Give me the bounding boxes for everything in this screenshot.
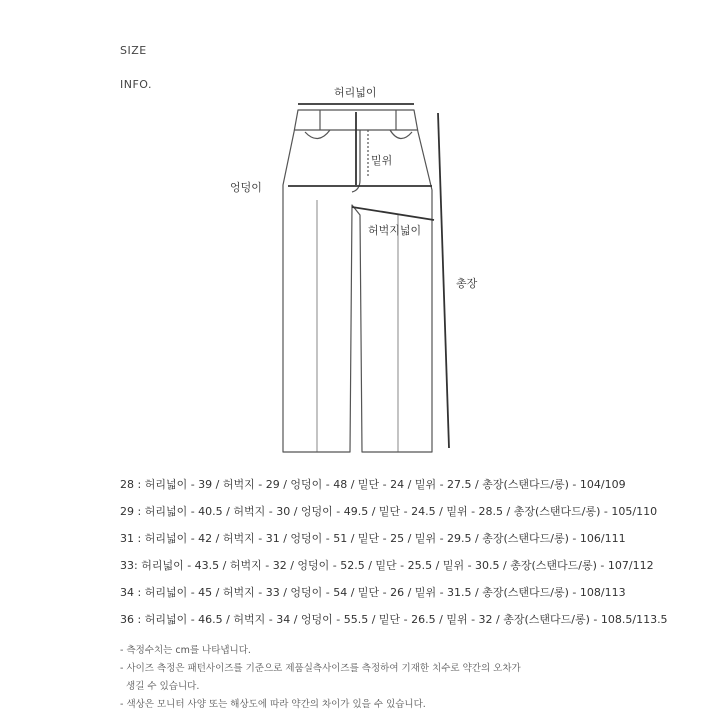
info-heading: INFO. [120,78,153,91]
size-row-29: 29 : 허리넓이 - 40.5 / 허벅지 - 30 / 엉덩이 - 49.5 / 밑단 - 24.5 / 밑위 - 28.5 / 총장(스탠다드/롱) - 105/110 [120,505,658,518]
note-unit: - 측정수치는 cm를 나타냅니다. [120,645,251,656]
note-measurement: - 사이즈 측정은 패턴사이즈를 기준으로 제품실측사이즈를 측정하여 기재한 치수로 약간의 오차가 [120,663,521,674]
rise-label: 밑위 [371,154,393,167]
waist-label: 허리넓이 [334,86,377,99]
size-row-36: 36 : 허리넓이 - 46.5 / 허벅지 - 34 / 엉덩이 - 55.5 / 밑단 - 26.5 / 밑위 - 32 / 총장(스탠다드/롱) - 108.5/113.5 [120,613,668,626]
note-color: - 색상은 모니터 사양 또는 해상도에 따라 약간의 차이가 있을 수 있습니다. [120,699,426,710]
thigh-label: 허벅지넓이 [368,224,422,237]
thigh-measure-line [352,207,434,220]
note-measurement-cont: 생길 수 있습니다. [120,681,200,692]
size-heading: SIZE [120,44,147,57]
size-row-31: 31 : 허리넓이 - 42 / 허벅지 - 31 / 엉덩이 - 51 / 밑단 - 25 / 밑위 - 29.5 / 총장(스탠다드/롱) - 106/111 [120,532,626,545]
hip-label: 엉덩이 [230,181,262,194]
length-label: 총장 [456,277,478,290]
front-pocket-right [390,130,412,139]
size-row-33: 33: 허리넓이 - 43.5 / 허벅지 - 32 / 엉덩이 - 52.5 / 밑단 - 25.5 / 밑위 - 30.5 / 총장(스탠다드/롱) - 107/112 [120,559,654,572]
length-measure-line [438,113,449,448]
front-pocket-left [305,130,330,139]
size-row-34: 34 : 허리넓이 - 45 / 허벅지 - 33 / 엉덩이 - 54 / 밑단 - 26 / 밑위 - 31.5 / 총장(스탠다드/롱) - 108/113 [120,586,626,599]
size-row-28: 28 : 허리넓이 - 39 / 허벅지 - 29 / 엉덩이 - 48 / 밑단 - 24 / 밑위 - 27.5 / 총장(스탠다드/롱) - 104/109 [120,478,626,491]
pants-outline [283,110,432,452]
